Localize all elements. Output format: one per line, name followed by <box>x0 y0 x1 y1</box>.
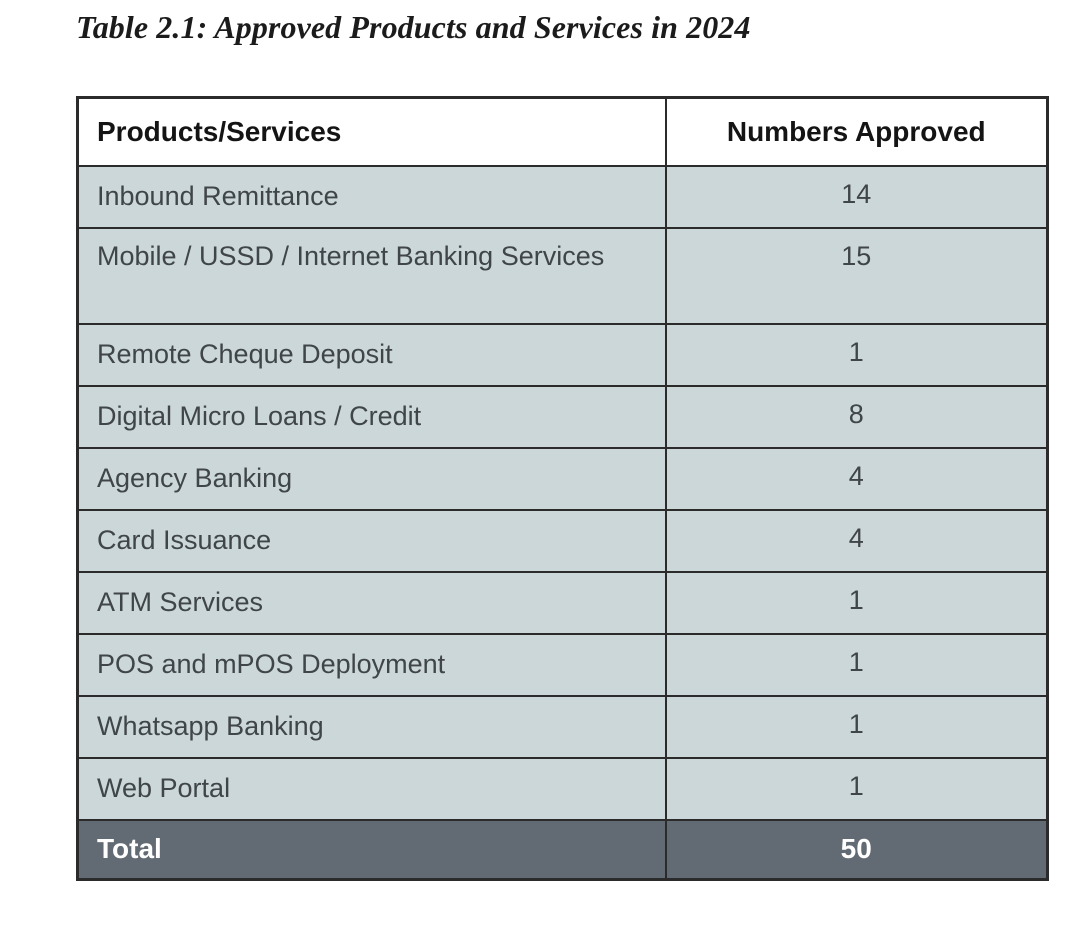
table-row <box>78 448 1048 510</box>
cell-service: POS and mPOS Deployment <box>78 634 666 696</box>
cell-service: Inbound Remittance <box>78 166 666 228</box>
table-row <box>78 572 1048 634</box>
cell-total-approved: 50 <box>666 820 1048 880</box>
cell-approved: 4 <box>666 510 1048 572</box>
table-row <box>78 510 1048 572</box>
table-header-row <box>78 98 1048 166</box>
cell-service: Whatsapp Banking <box>78 696 666 758</box>
table-body <box>78 166 1048 880</box>
cell-service: Agency Banking <box>78 448 666 510</box>
cell-approved: 4 <box>666 448 1048 510</box>
table-row <box>78 758 1048 820</box>
table-header <box>78 98 1048 166</box>
column-header-numbers-approved: Numbers Approved <box>666 98 1048 166</box>
approved-products-table <box>76 96 1049 881</box>
cell-service: Mobile / USSD / Internet Banking Services <box>78 228 666 324</box>
cell-service: Web Portal <box>78 758 666 820</box>
cell-approved: 1 <box>666 572 1048 634</box>
cell-service: Digital Micro Loans / Credit <box>78 386 666 448</box>
table-row <box>78 324 1048 386</box>
cell-approved: 1 <box>666 758 1048 820</box>
cell-approved: 15 <box>666 228 1048 324</box>
cell-service: Remote Cheque Deposit <box>78 324 666 386</box>
table-row <box>78 386 1048 448</box>
cell-approved: 8 <box>666 386 1048 448</box>
table-row <box>78 696 1048 758</box>
cell-approved: 1 <box>666 634 1048 696</box>
cell-approved: 14 <box>666 166 1048 228</box>
cell-approved: 1 <box>666 324 1048 386</box>
table-row <box>78 634 1048 696</box>
column-header-products-services: Products/Services <box>78 98 666 166</box>
table-total-row <box>78 820 1048 880</box>
cell-approved: 1 <box>666 696 1048 758</box>
cell-service: Card Issuance <box>78 510 666 572</box>
cell-service: ATM Services <box>78 572 666 634</box>
cell-total-label: Total <box>78 820 666 880</box>
table-row <box>78 166 1048 228</box>
table-caption: Table 2.1: Approved Products and Services in 2024 <box>76 9 751 45</box>
table-row <box>78 228 1048 324</box>
table-container <box>76 96 1046 881</box>
